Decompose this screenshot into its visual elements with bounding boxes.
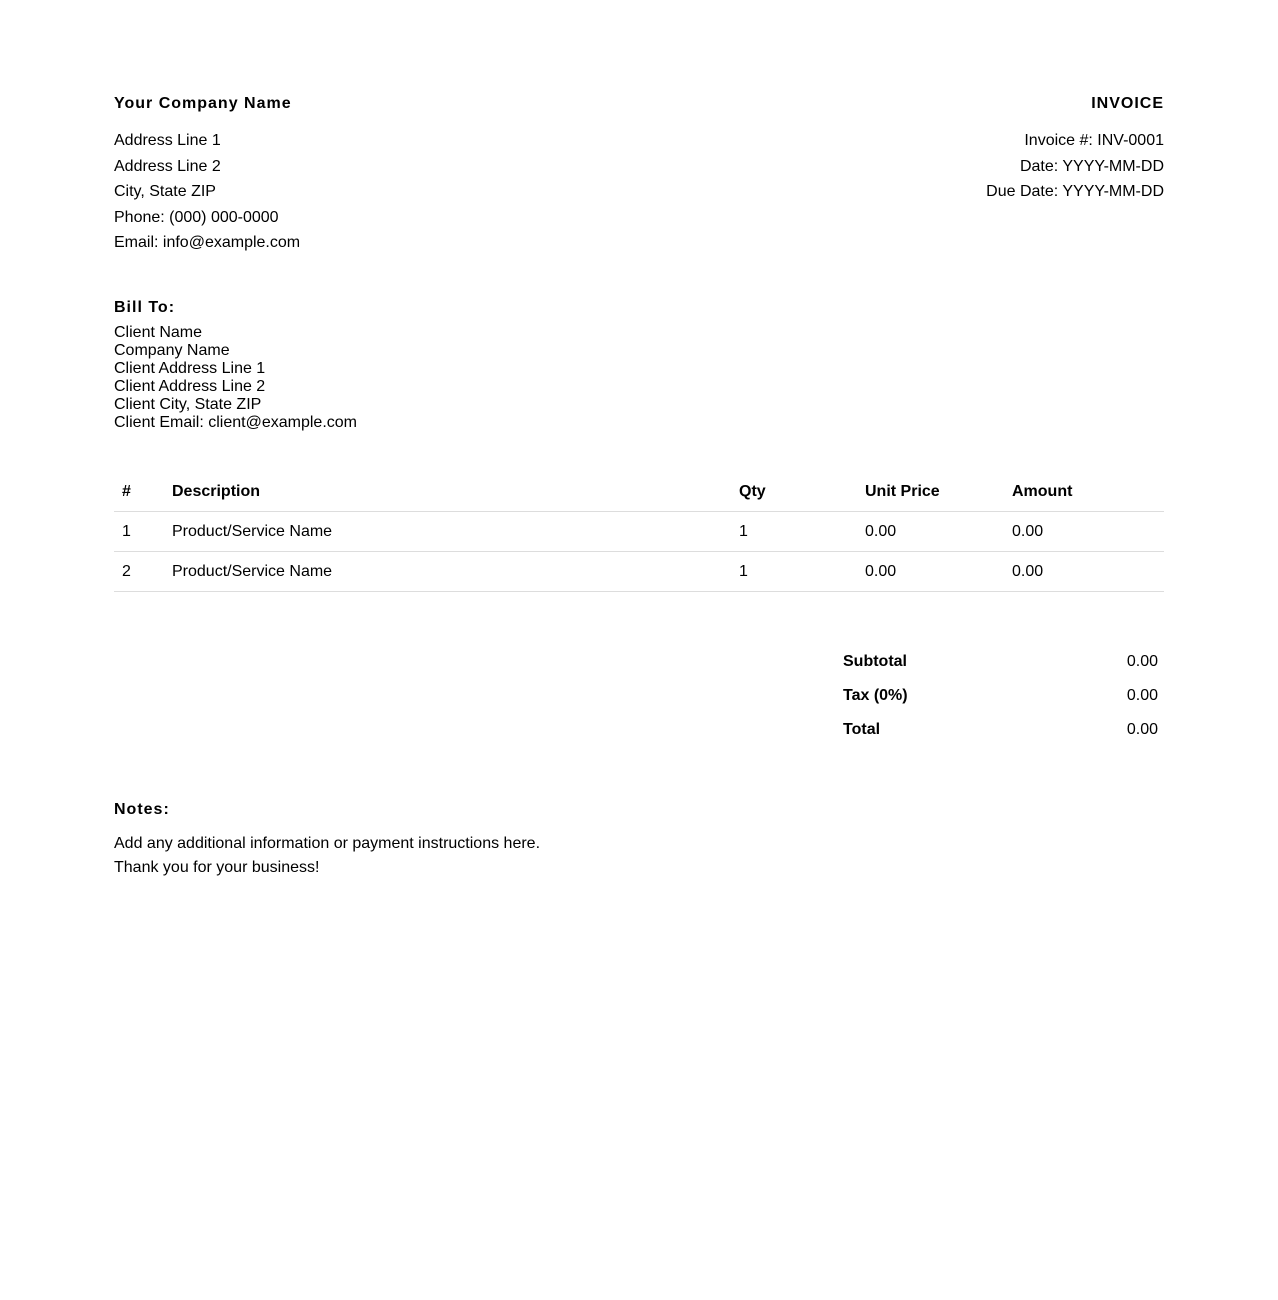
subtotal-label: Subtotal [843,652,907,670]
company-email: Email: info@example.com [114,234,301,251]
invoice-meta [986,94,1164,256]
subtotal-value: 0.00 [1126,652,1158,670]
header-amount: Amount [1012,482,1073,500]
tax-value: 0.00 [1126,686,1158,704]
header-qty: Qty [739,482,766,500]
table-row [114,551,1164,591]
header-number: # [122,482,131,500]
notes-line-2: Thank you for your business! [114,858,320,876]
cell-number: 2 [114,551,164,591]
line-items-table [114,472,1164,592]
client-address-2: Client Address Line 2 [114,377,266,395]
client-email: Client Email: client@example.com [114,413,357,431]
cell-qty: 1 [731,551,857,591]
table-header [114,472,1164,512]
cell-description: Product/Service Name [164,551,731,591]
tax-row [843,686,1164,720]
totals [843,652,1164,754]
cell-amount: 0.00 [1004,511,1164,551]
cell-unit-price: 0.00 [857,511,1004,551]
cell-description: Product/Service Name [164,511,731,551]
invoice-date: Date: YYYY-MM-DD [1019,157,1164,175]
company-phone: Phone: (000) 000-0000 [114,208,279,226]
notes-title: Notes: [114,800,170,818]
cell-number: 1 [114,511,164,551]
header-unit-price: Unit Price [865,482,940,500]
company-city: City, State ZIP [114,183,216,200]
total-value: 0.00 [1126,720,1158,738]
client-city: Client City, State ZIP [114,395,262,413]
header-description: Description [172,482,261,500]
cell-qty: 1 [731,511,857,551]
company-address-1: Address Line 1 [114,132,221,149]
cell-amount: 0.00 [1004,551,1164,591]
bill-to [114,298,1164,432]
invoice-title: INVOICE [1091,95,1164,112]
bill-to-title: Bill To: [114,298,176,316]
client-address-1: Client Address Line 1 [114,359,266,377]
invoice-due-date: Due Date: YYYY-MM-DD [986,183,1164,200]
notes-line-1: Add any additional information or payment instructions here. [114,834,541,852]
total-label: Total [843,720,881,738]
notes [114,800,1164,880]
cell-unit-price: 0.00 [857,551,1004,591]
company-name: Your Company Name [114,95,292,112]
client-name: Client Name [114,323,203,341]
invoice-number: Invoice #: INV-0001 [1024,132,1164,149]
total-row [843,720,1164,754]
tax-label: Tax (0%) [843,686,908,704]
subtotal-row [843,652,1164,686]
company-info [114,94,300,256]
company-address-2: Address Line 2 [114,157,221,175]
client-company: Company Name [114,341,230,359]
table-row [114,511,1164,551]
